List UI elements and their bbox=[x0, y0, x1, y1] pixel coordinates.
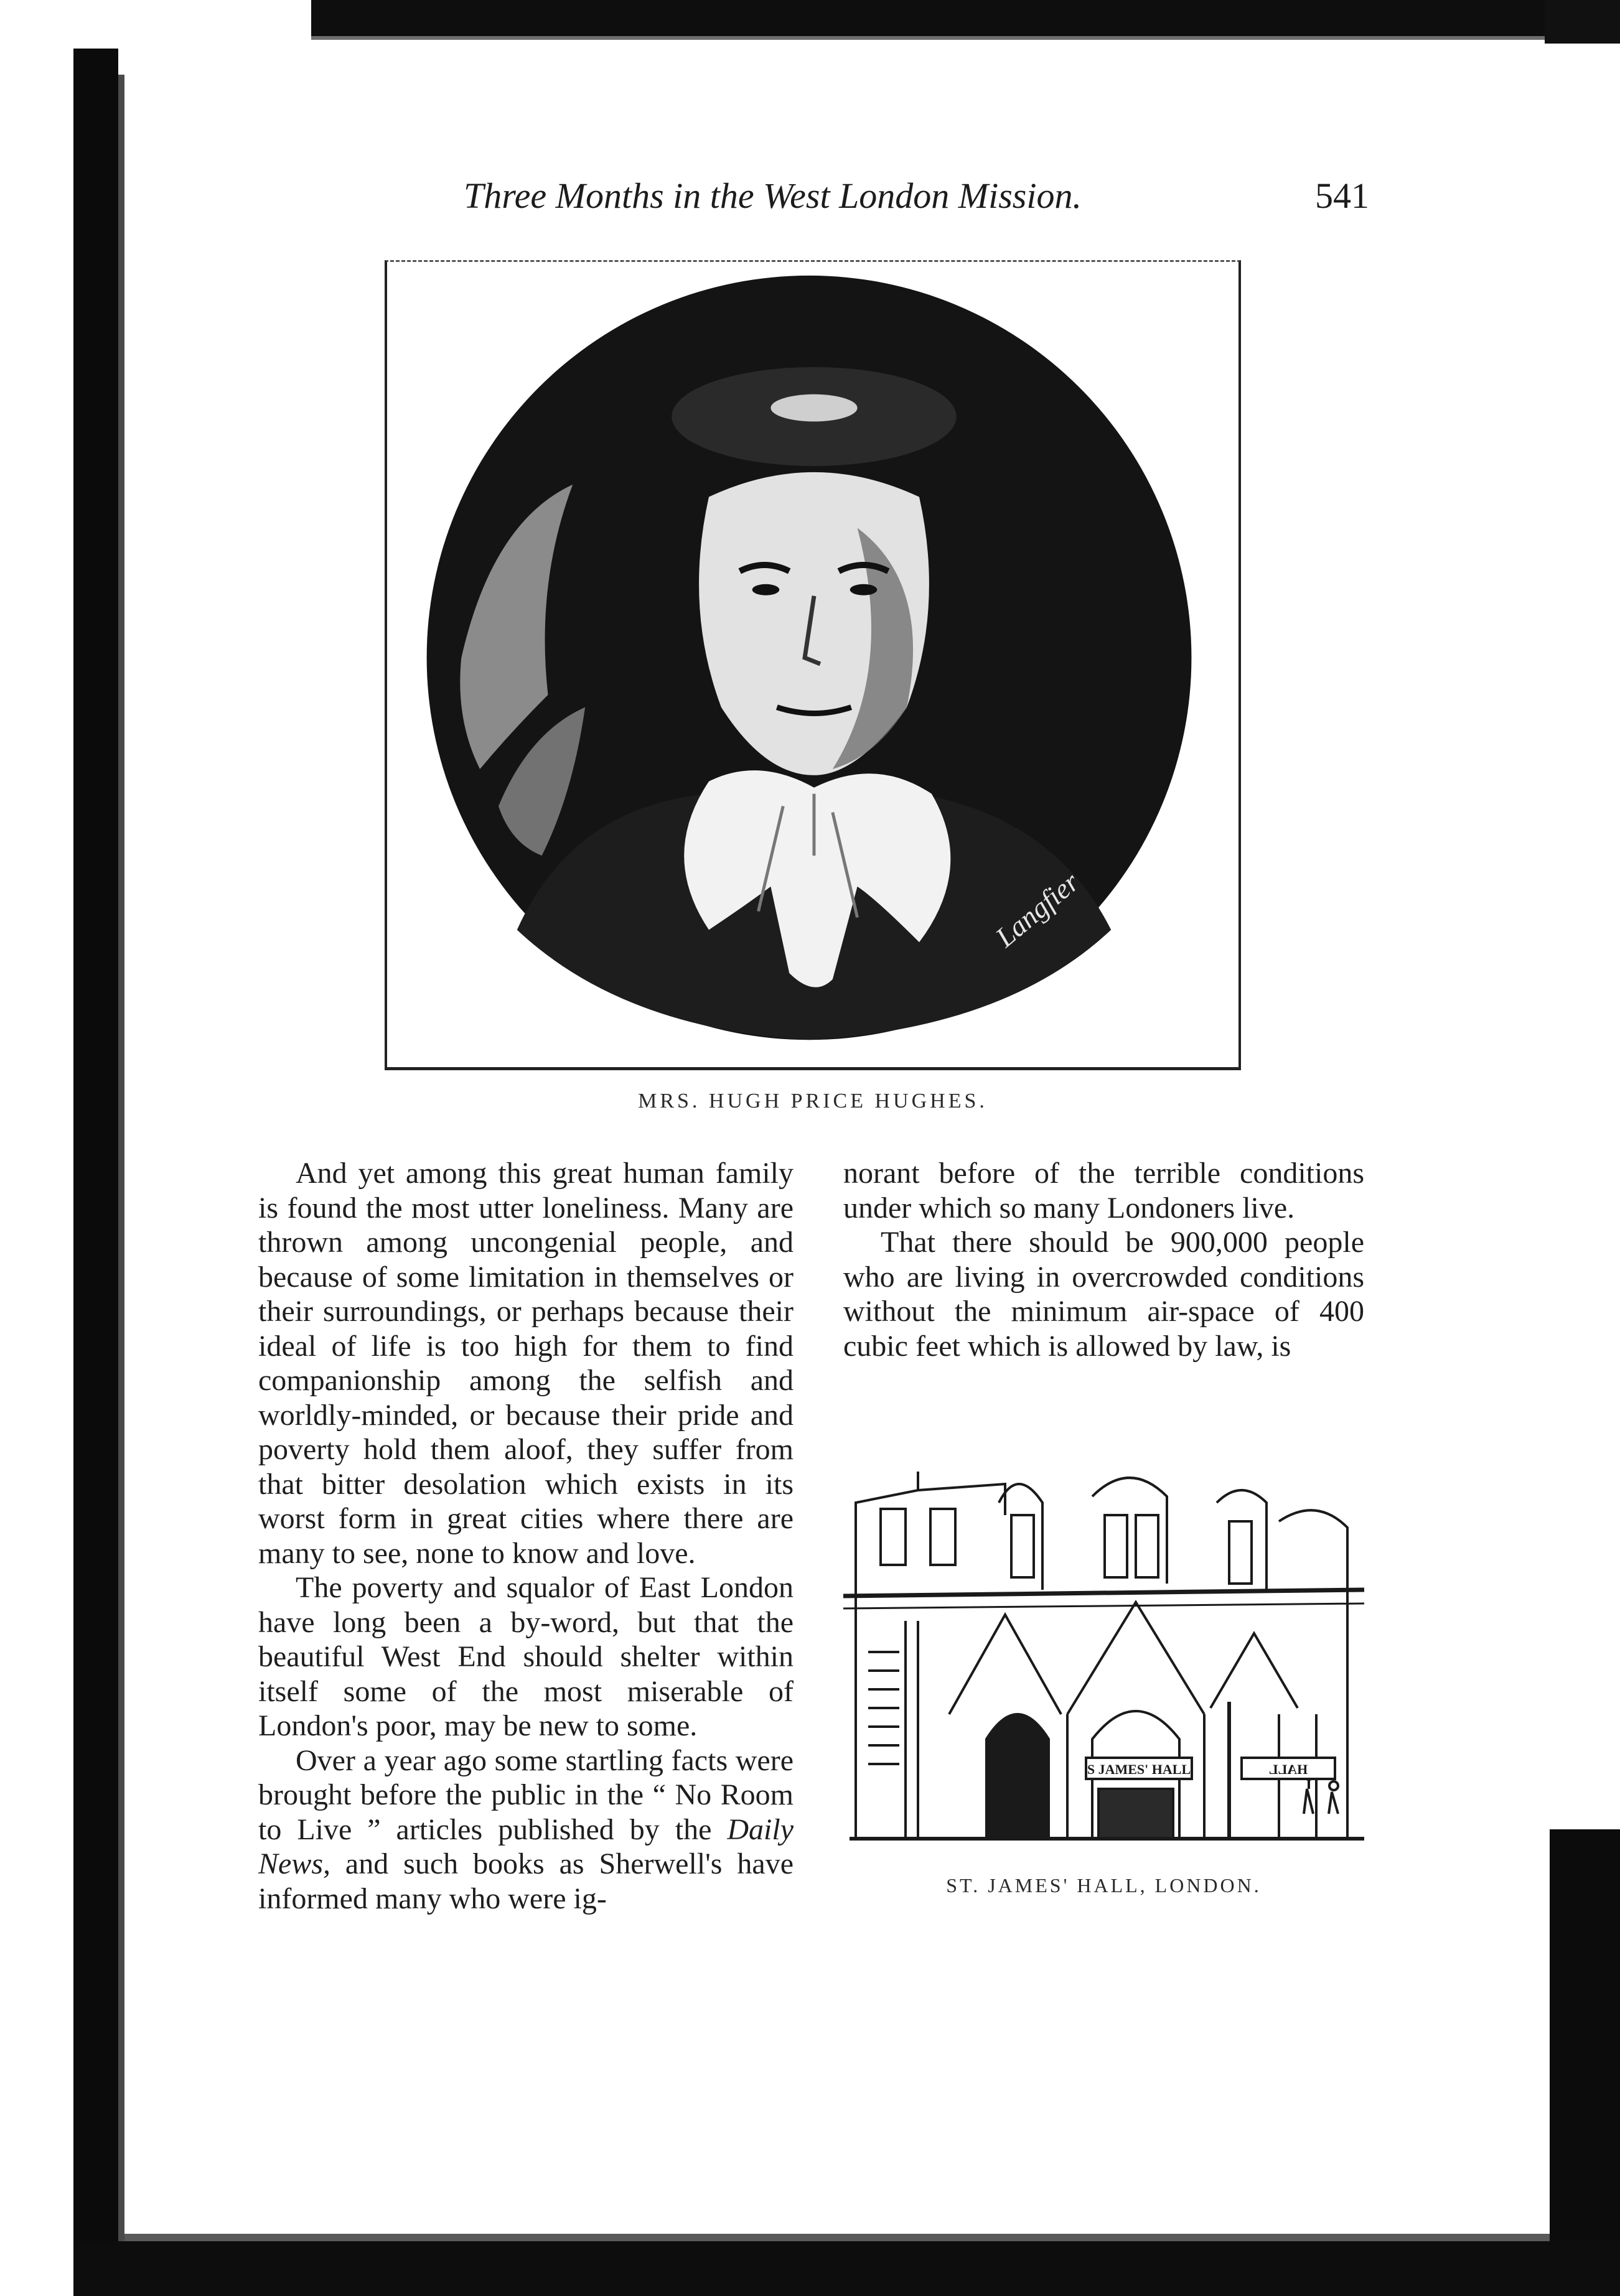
scan-border-right-bottom bbox=[1550, 1829, 1620, 2296]
scan-border-left-edge bbox=[118, 75, 124, 2277]
scan-border-bottom-inner bbox=[124, 2234, 1550, 2241]
paragraph-text: Over a year ago some startling facts were brought before the public in the “ No Room to Live ” articles published by the bbox=[258, 1743, 794, 1846]
hall-figure bbox=[843, 1465, 1364, 1845]
paragraph: norant before of the terrible conditions under which so many Londoners live. bbox=[843, 1157, 1364, 1225]
running-head-title: Three Months in the West London Mission. bbox=[464, 175, 1082, 216]
svg-text:Langfier: Langfier bbox=[989, 866, 1085, 953]
scan-border-top-inner bbox=[311, 36, 1550, 40]
page-number: 541 bbox=[1315, 175, 1369, 216]
hall-illustration bbox=[843, 1465, 1364, 1845]
hall-caption: ST. JAMES' HALL, LONDON. bbox=[946, 1874, 1262, 1897]
paragraph: That there should be 900,000 people who are living in overcrowded conditions without the minimum air-space of 400 cubic feet which is allowed by law, is bbox=[843, 1226, 1364, 1363]
portrait-illustration bbox=[387, 262, 1238, 1067]
paragraph bbox=[258, 1743, 794, 1916]
paragraph: And yet among this great human family is found the most utter loneliness. Many are thrown among uncongenial people, and because of some limitation in themselves or their surroundings, or perhaps because their ideal of life is too high for them to find companionship among the selfish and worldly-minded, or because their pride and poverty hold them aloof, they suffer from that bitter desolation which exists in its worst form in great cities where there are many to see, none to know and love. bbox=[258, 1157, 794, 1570]
newspaper-title: Daily News, bbox=[258, 1813, 794, 1880]
portrait-caption: MRS. HUGH PRICE HUGHES. bbox=[638, 1090, 988, 1113]
scan-border-top bbox=[311, 0, 1550, 36]
scan-border-right-top bbox=[1545, 0, 1620, 44]
paragraph: The poverty and squalor of East London have long been a by-word, but that the beautiful West End should shelter within itself some of the most miserable of London's poor, may be new to some. bbox=[258, 1571, 794, 1742]
text-column-left bbox=[258, 1156, 794, 2089]
scan-border-left bbox=[73, 49, 118, 2296]
paragraph-text: and such books as Sherwell's have informed many who were ig- bbox=[258, 1847, 794, 1915]
hall-sign-main: S JAMES' HALL bbox=[1087, 1762, 1191, 1777]
hall-sign-side: HALL bbox=[1268, 1762, 1308, 1777]
text-column-right bbox=[843, 1156, 1364, 1442]
scan-border-bottom bbox=[73, 2241, 1620, 2296]
portrait-figure bbox=[385, 260, 1241, 1070]
